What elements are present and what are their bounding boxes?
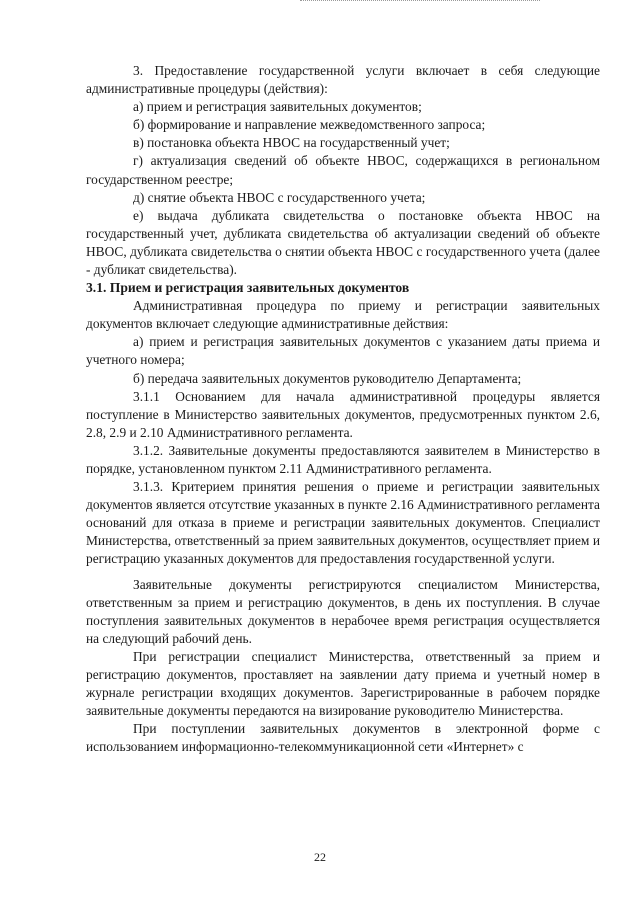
paragraph: Заявительные документы регистрируются специалистом Министерства, ответственным за прием и регистрацию документов, в день их поступления. В случае поступления заявительных документов в нерабочее время регистрация осуществляется на следующий рабочий день.: [86, 576, 600, 646]
paragraph: При поступлении заявительных документов в электронной форме с использованием информационно-телекоммуникационной сети «Интернет» с: [86, 721, 600, 755]
paragraph: 3.1.2. Заявительные документы предоставляются заявителем в Министерство в порядке, установленном пунктом 2.11 Административного регламента.: [86, 442, 600, 476]
paragraph: При регистрации специалист Министерства, ответственный за прием и регистрацию документов, проставляет на заявлении дату приема и учетный номер в журнале регистрации входящих документов. Зарегистрированные в рабочем порядке заявительные документы передаются на визирование руководителю Министерства.: [86, 648, 600, 719]
paragraph: 3.1.1 Основанием для начала административной процедуры является поступление в Министерство заявительных документов, предусмотренных пунктом 2.6, 2.8, 2.9 и 2.10 Административного регламента.: [86, 388, 600, 440]
spacer: [86, 569, 600, 576]
paragraph: б) передача заявительных документов руководителю Департамента;: [133, 370, 522, 386]
paragraph: д) снятие объекта НВОС с государственного учета;: [133, 189, 426, 205]
paragraph: е) выдача дубликата свидетельства о постановке объекта НВОС на государственный учет, дубликата свидетельства об актуализации сведений об объекте НВОС, дубликата свидетельства о снятии объекта НВОС с государственного учета (далее - дубликат свидетельства).: [86, 207, 600, 278]
paragraph: а) прием и регистрация заявительных документов;: [133, 99, 422, 115]
paragraph: б) формирование и направление межведомственного запроса;: [133, 117, 486, 133]
paragraph: 3.1.3. Критерием принятия решения о приеме и регистрации заявительных документов является отсутствие указанных в пункте 2.16 Административного регламента оснований для отказа в приеме и регистрации заявительных документов. Специалист Министерства, ответственный за прием заявительных документов, осуществляет прием и регистрацию указанных документов для предоставления государственной услуги.: [86, 479, 600, 567]
paragraph: г) актуализация сведений об объекте НВОС, содержащихся в региональном государственном реестре;: [86, 153, 600, 187]
section-heading: 3.1. Прием и регистрация заявительных документов: [86, 280, 410, 296]
paragraph: Административная процедура по приему и регистрации заявительных документов включает следующие административные действия:: [86, 298, 600, 332]
paragraph: а) прием и регистрация заявительных документов с указанием даты приема и учетного номера;: [86, 334, 600, 368]
paragraph: 3. Предоставление государственной услуги включает в себя следующие административные процедуры (действия):: [86, 63, 600, 97]
paragraph: в) постановка объекта НВОС на государственный учет;: [133, 135, 450, 151]
page-number: 22: [314, 850, 326, 864]
document-body: [86, 56, 600, 756]
scan-top-edge: [300, 0, 540, 3]
